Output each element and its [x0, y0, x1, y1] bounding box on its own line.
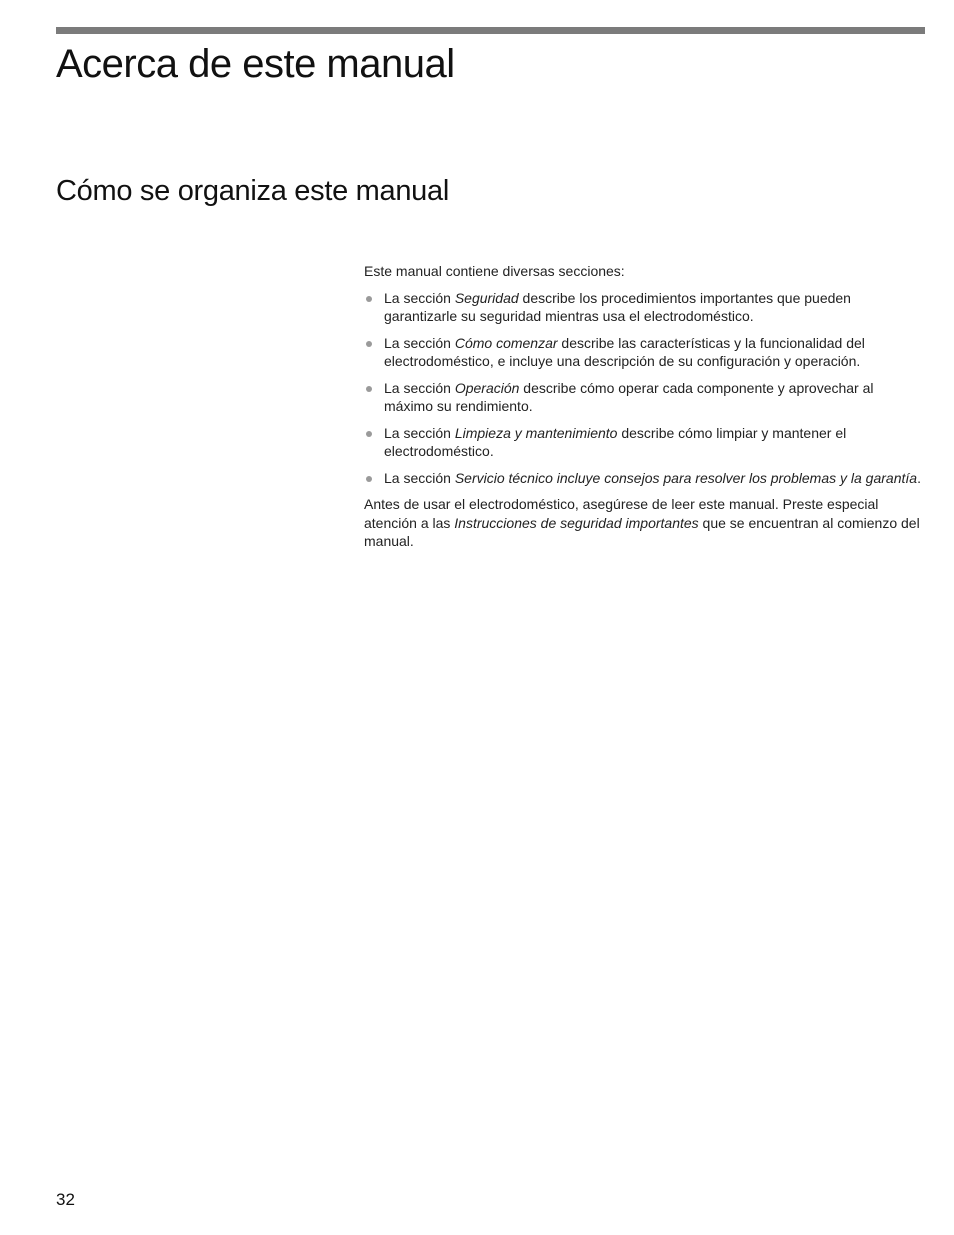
- item-description: describe cómo operar cada componente y aprovechar al máximo su rendimiento.: [384, 379, 874, 414]
- item-section-name: Cómo comenzar: [454, 334, 558, 351]
- page-number: 32: [56, 1190, 75, 1209]
- item-prefix: La sección: [384, 289, 455, 306]
- item-description: .: [917, 469, 921, 486]
- section-title: Cómo se organiza este manual: [56, 175, 449, 207]
- page-title: Acerca de este manual: [56, 42, 455, 86]
- list-item: [364, 289, 926, 326]
- intro-text: Este manual contiene diversas secciones:: [364, 263, 625, 279]
- closing-text-end: que se encuentran al comienzo del manual.: [364, 514, 920, 549]
- item-section-name: Operación: [454, 379, 520, 396]
- item-description: describe cómo limpiar y mantener el electrodoméstico.: [384, 424, 847, 459]
- item-description: describe los procedimientos importantes que pueden garantizarle su seguridad mientras usa el electrodoméstico.: [384, 289, 851, 324]
- bullet-icon: [366, 341, 372, 347]
- item-section-name: Servicio técnico incluye consejos para resolver los problemas y la garantía: [454, 469, 918, 486]
- list-item: [364, 424, 926, 461]
- item-section-name: Limpieza y mantenimiento: [454, 424, 618, 441]
- list-item: [364, 334, 926, 371]
- item-description: describe las características y la funcionalidad del electrodoméstico, e incluye una descripción de su configuración y operación.: [384, 334, 865, 369]
- closing-paragraph: [364, 495, 926, 551]
- section-list: [364, 289, 926, 488]
- item-prefix: La sección: [384, 469, 455, 486]
- closing-text: Antes de usar el electrodoméstico, asegúrese de leer este manual. Preste especial atención a las: [364, 496, 879, 531]
- bullet-icon: [366, 431, 372, 437]
- item-prefix: La sección: [384, 379, 455, 396]
- item-prefix: La sección: [384, 424, 455, 441]
- item-section-name: Seguridad: [454, 289, 519, 306]
- item-prefix: La sección: [384, 334, 455, 351]
- section-body: [364, 262, 926, 551]
- top-rule: [56, 27, 925, 34]
- bullet-icon: [366, 386, 372, 392]
- bullet-icon: [366, 296, 372, 302]
- list-item: [364, 469, 926, 488]
- list-item: [364, 379, 926, 416]
- bullet-icon: [366, 476, 372, 482]
- closing-emphasis: Instrucciones de seguridad importantes: [454, 514, 699, 531]
